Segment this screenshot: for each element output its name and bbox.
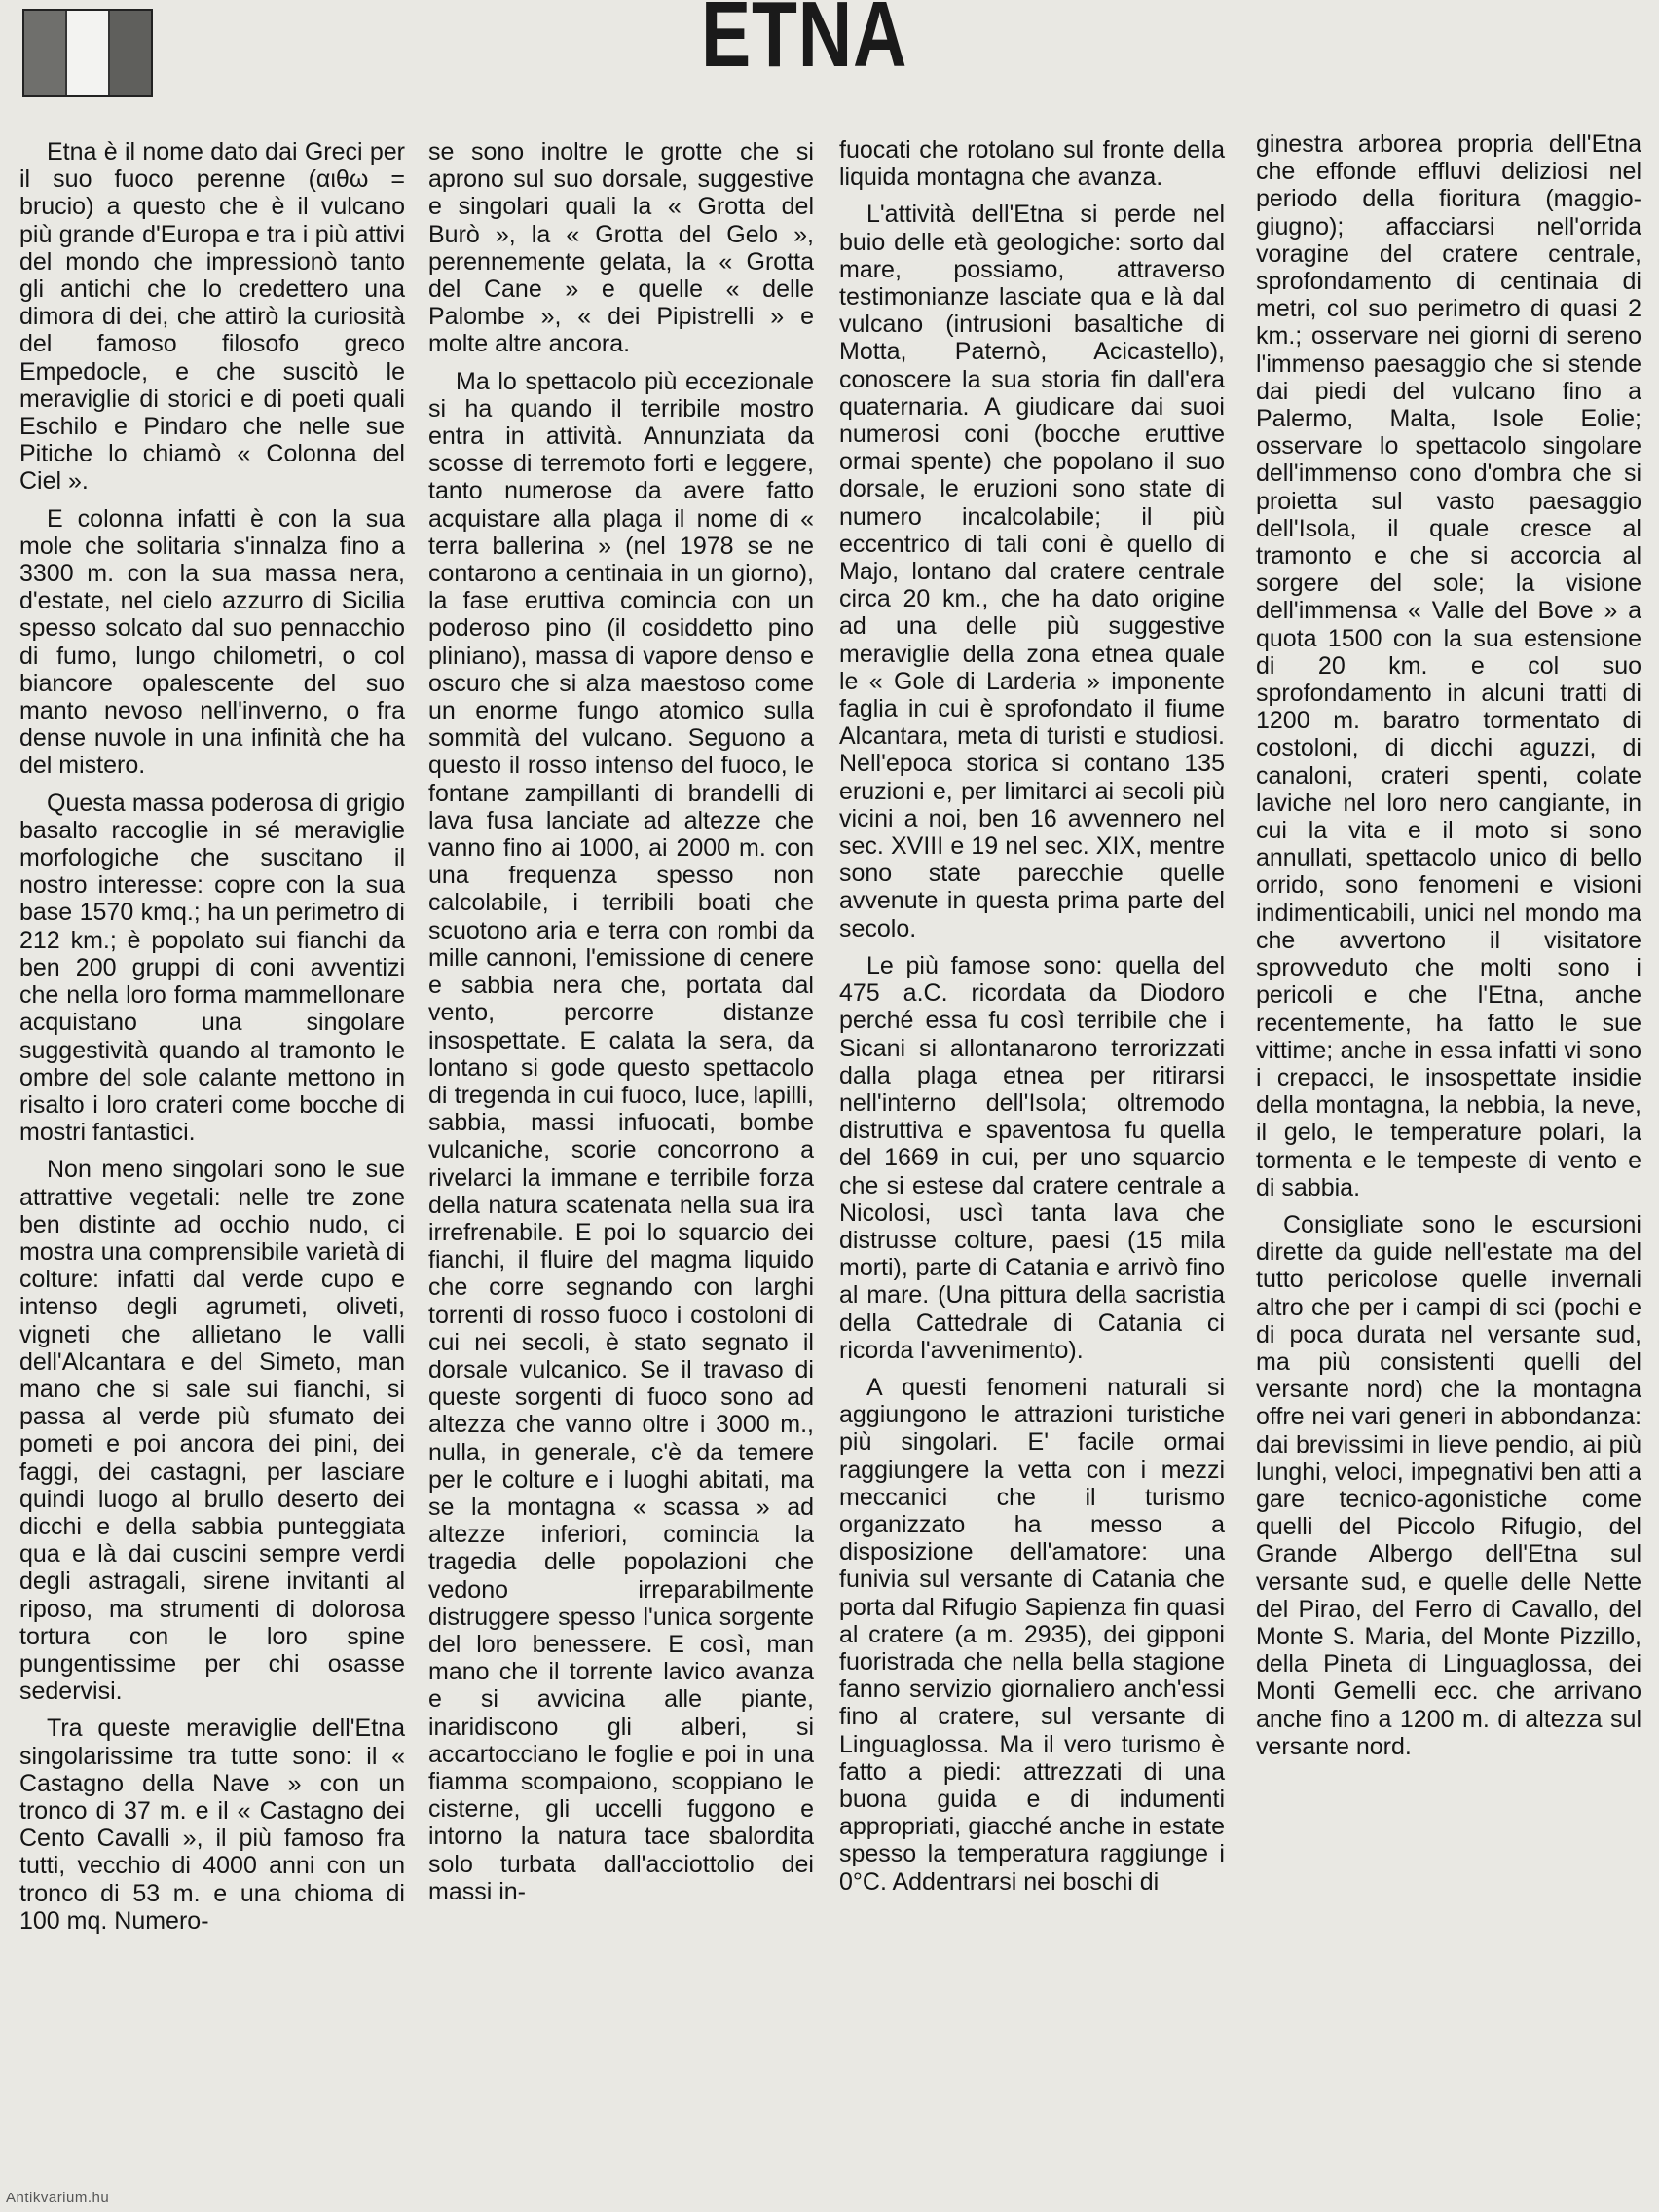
text-column-4 [1256,130,1641,1770]
paragraph: A questi fenomeni naturali si aggiungono le attrazioni turistiche più singolari. E' facile ormai raggiungere la vetta con i mezzi meccanici che il turismo organizzato ha messo a disposizione dell'amatore: una funivia sul versante di Catania che porta dal Rifugio Sapienza fin quasi al cratere (a m. 2935), dei gipponi fuoristrada che nella bella stagione fanno servizio giornaliero anch'essi fino al cratere, sul versante di Linguaglossa. Ma il vero turismo è fatto a piedi: attrezzati di una buona guida e di indumenti appropriati, giacché anche in estate spesso la temperatura raggiunge i 0°C. Addentrarsi nei boschi di [839,1373,1225,1896]
paragraph: Ma lo spettacolo più eccezionale si ha quando il terribile mostro entra in attività. Annunziata da scosse di terremoto forti e leggere, tanto numerose da avere fatto acquistare alla plaga il nome di « terra ballerina » (nel 1978 se ne contarono a centinaia in un giorno), la fase eruttiva comincia con un poderoso pino (il cosiddetto pino pliniano), massa di vapore denso e oscuro che si alza maestoso come un enorme fungo atomico sulla sommità del vulcano. Seguono a questo il rosso intenso del fuoco, le fontane zampillanti di brandelli di lava fusa lanciate ad altezze che vanno fino ai 1000, ai 2000 m. con una frequenza spesso non calcolabile, i terribili boati che scuotono aria e terra con rombi da mille cannoni, l'emissione di cenere e sabbia nera che, portata dal vento, percorre distanze insospettate. E calata la sera, da lontano si gode questo spettacolo di tregenda in cui fuoco, luce, lapilli, sabbia, massi infuocati, bombe vulcaniche, scorie concorrono a rivelarci la immane e terribile forza della natura scatenata nella sua ira irrefrenabile. E poi lo squarcio dei fianchi, il fluire del magma liquido che corre segnando con larghi torrenti di rosso fuoco i costoloni di cui nei secoli, è stato segnato il dorsale vulcanico. Se il travaso di queste sorgenti di fuoco sono ad altezza che vanno oltre i 3000 m., nulla, in generale, c'è da temere per le colture e i luoghi abitati, ma se la montagna « scassa » ad altezze inferiori, comincia la tragedia delle popolazioni che vedono irreparabilmente distruggere spesso l'unica sorgente del loro benessere. E così, man mano che il torrente lavico avanza e si avvicina alle piante, inaridiscono gli alberi, si accartocciano le foglie e poi in una fiamma scompaiono, scoppiano le cisterne, gli uccelli fuggono e intorno la natura tace sbalordita solo turbata dall'acciottolio dei massi in- [428,367,814,1905]
paragraph: L'attività dell'Etna si perde nel buio delle età geologiche: sorto dal mare, possiamo, attraverso testimonianze lasciate qua e là dal vulcano (intrusioni basaltiche di Motta, Paternò, Acicastello), conoscere la sua storia fin dall'era quaternaria. A giudicare dai suoi numerosi coni (bocche eruttive ormai spente) che popolano il suo dorsale, le eruzioni sono state di numero incalcolabile; il più eccentrico di tali coni è quello di Majo, lontano dal cratere centrale circa 20 km., che ha dato origine ad una delle più suggestive meraviglie della zona etnea quale le « Gole di Larderia » imponente faglia in cui è sprofondato il fiume Alcantara, meta di turisti e studiosi. Nell'epoca storica si contano 135 eruzioni e, per limitarci ai secoli più vicini a noi, ben 16 avvennero nel sec. XVIII e 19 nel sec. XIX, mentre sono state parecchie quelle avvenute in questa prima parte del secolo. [839,201,1225,942]
paragraph: Consigliate sono le escursioni dirette da guide nell'estate ma del tutto pericolose quelle invernali altro che per i campi di sci (pochi e di poca durata nel versante sud, ma più consistenti quelli del versante nord) che la montagna offre nei vari generi in abbondanza: dai brevissimi in lieve pendio, ai più lunghi, veloci, impegnativi ben atti a gare tecnico-agonistiche come quelli del Piccolo Rifugio, del Grande Albergo dell'Etna sul versante sud, e quelle delle Nette del Pirao, del Ferro di Cavallo, del Monte S. Maria, del Monte Pizzillo, della Pineta di Linguaglossa, dei Monti Gemelli ecc. che arrivano anche fino a 1200 m. di altezza sul versante nord. [1256,1210,1641,1760]
paragraph: Tra queste meraviglie dell'Etna singolarissime tra tutte sono: il « Castagno della Nave » con un tronco di 37 m. e il « Castagno dei Cento Cavalli », il più famoso fra tutti, vecchio di 4000 anni con un tronco di 53 m. e una chioma di 100 mq. Numero- [19,1714,405,1935]
paragraph: E colonna infatti è con la sua mole che solitaria s'innalza fino a 3300 m. con la sua massa nera, d'estate, nel cielo azzurro di Sicilia spesso solcato dal suo pennacchio di fumo, lungo chilometri, o col biancore opalescente del suo manto nevoso nell'inverno, o fra dense nuvole in una infinità che ha del mistero. [19,504,405,780]
text-column-2 [428,138,814,1915]
paragraph: se sono inoltre le grotte che si aprono sul suo dorsale, suggestive e singolari quali la « Grotta del Burò », la « Grotta del Gelo », perennemente gelata, la « Grotta del Cane » e quelle « delle Palombe », « dei Pipistrelli » e molte altre ancora. [428,138,814,358]
flag-band-right [110,11,151,95]
text-column-1 [19,138,405,1944]
page-title: ETNA [701,0,908,87]
paragraph: ginestra arborea propria dell'Etna che effonde effluvi deliziosi nel periodo della fioritura (maggio-giugno); affacciarsi nell'orrida voragine del cratere centrale, sprofondamento di centinaia di metri, col suo perimetro di quasi 2 km.; osservare nei giorni di sereno l'immenso paesaggio che si stende dai piedi del vulcano fino a Palermo, Malta, Isole Eolie; osservare lo spettacolo singolare dell'immenso cono d'ombra che si proietta sul vasto paesaggio dell'Isola, il quale cresce al tramonto e che si accorcia al sorgere del sole; la visione dell'immensa « Valle del Bove » a quota 1500 con la sua estensione di 20 km. e col suo sprofondamento in alcuni tratti di 1200 m. baratro tormentato di costoloni, di dicchi aguzzi, di canaloni, crateri spenti, colate laviche nel loro nero cangiante, in cui la vita e il moto si sono annullati, spettacolo unico di bello orrido, sono fenomeni e visioni indimenticabili, unici nel mondo ma che avvertono il visitatore sprovveduto che molti sono i pericoli e che l'Etna, anche recentemente, ha fatto le sue vittime; anche in essa infatti vi sono i crepacci, le insospettate insidie della montagna, la nebbia, la neve, il gelo, le temperature polari, la tormenta e le tempeste di vento e di sabbia. [1256,130,1641,1201]
flag-band-center [65,11,110,95]
paragraph: Non meno singolari sono le sue attrattive vegetali: nelle tre zone ben distinte ad occhio nudo, ci mostra una comprensibile varietà di colture: infatti dal verde cupo e intenso degli agrumeti, oliveti, vigneti che allietano le valli dell'Alcantara e del Simeto, man mano che si sale sui fianchi, si passa al verde più sfumato dei pometi e poi ancora dei pini, dei faggi, dei castagni, per lasciare quindi luogo al brullo deserto dei dicchi e della sabbia punteggiata qua e là dai cuscini sempre verdi degli astragali, sirene invitanti al riposo, ma strumenti di dolorosa tortura con le loro spine pungentissime per chi osasse sedervisi. [19,1156,405,1706]
text-column-3 [839,136,1225,1905]
paragraph: Etna è il nome dato dai Greci per il suo fuoco perenne (αιθω = brucio) a questo che è il vulcano più grande d'Europa e tra i più attivi del mondo che impressionò tanto gli antichi che lo credettero una dimora di dei, che attirò la curiosità del famoso filosofo greco Empedocle, e che suscitò le meraviglie di storici e di poeti quali Eschilo e Pindaro che nelle sue Pitiche lo chiamò « Colonna del Ciel ». [19,138,405,496]
paragraph: fuocati che rotolano sul fronte della liquida montagna che avanza. [839,136,1225,192]
paragraph: Questa massa poderosa di grigio basalto raccoglie in sé meraviglie morfologiche che suscitano il nostro interesse: copre con la sua base 1570 kmq.; ha un perimetro di 212 km.; è popolato sui fianchi da ben 200 gruppi di coni avventizi che nella loro forma mammellonare acquistano una singolare suggestività quando al tramonto le ombre del sole calante mettono in risalto i loro crateri come bocche di mostri fantastici. [19,789,405,1147]
tricolor-flag-icon [22,9,153,97]
flag-band-left [24,11,65,95]
watermark: Antikvarium.hu [6,2190,110,2206]
paragraph: Le più famose sono: quella del 475 a.C. ricordata da Diodoro perché essa fu così terribile che i Sicani si allontanarono terrorizzati dalla plaga etnea per ritirarsi nell'interno dell'Isola; oltremodo distruttiva e spaventosa fu quella del 1669 in cui, per uno squarcio che si estese dal cratere centrale a Nicolosi, uscì tanta lava che distrusse colture, paesi (15 mila morti), parte di Catania e arrivò fino al mare. (Una pittura della sacristia della Cattedrale di Catania ci ricorda l'avvenimento). [839,951,1225,1364]
